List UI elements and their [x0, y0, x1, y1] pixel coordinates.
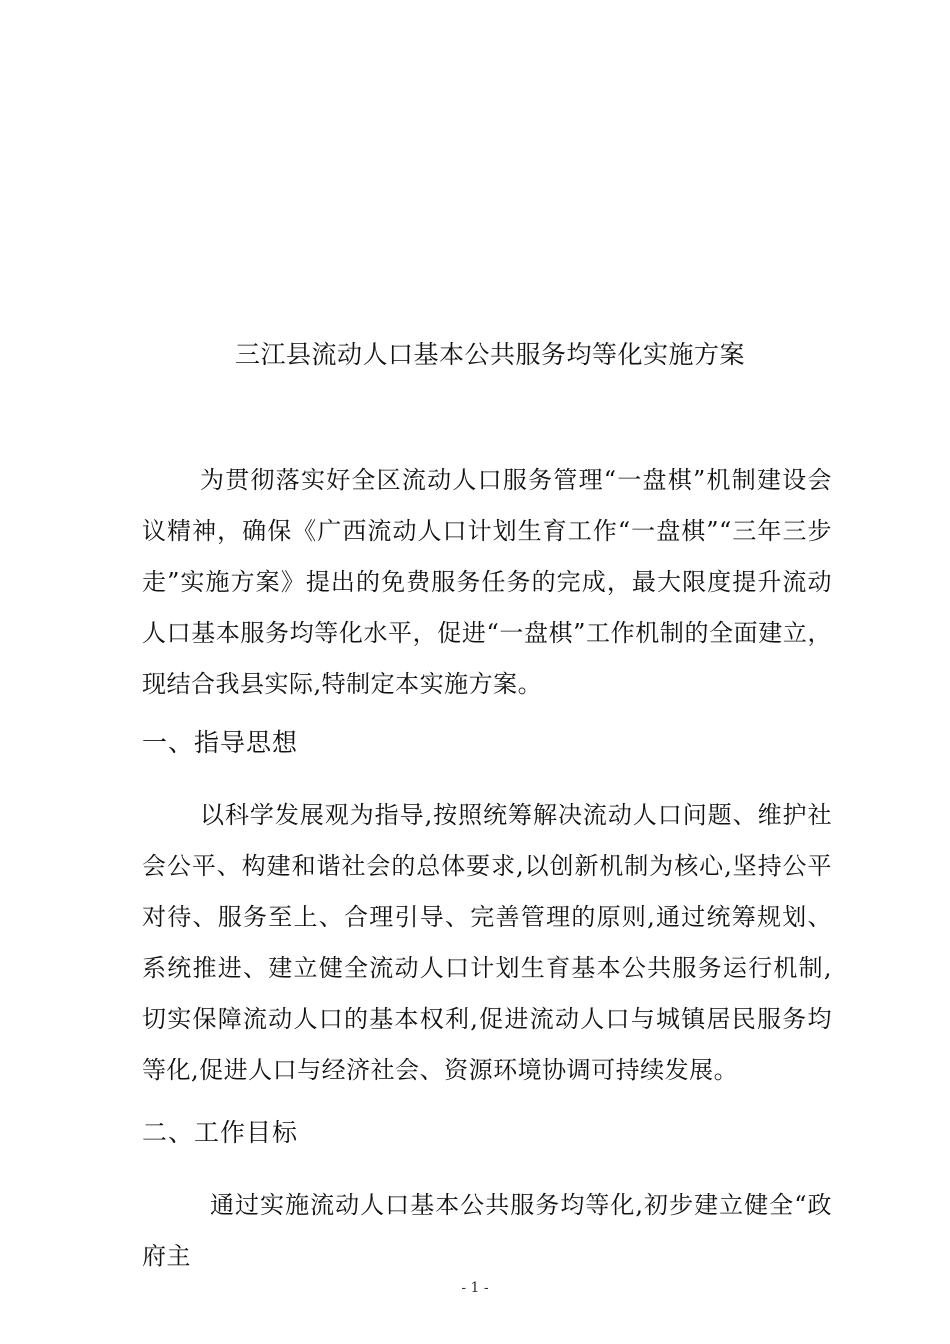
section-body-work-goals: 通过实施流动人口基本公共服务均等化,初步建立健全“政府主: [142, 1191, 832, 1270]
section-heading-work-goals: 二、工作目标: [142, 1118, 299, 1147]
section-heading-guiding-ideology: 一、指导思想: [142, 728, 299, 757]
document-title: 三江县流动人口基本公共服务均等化实施方案: [234, 340, 745, 369]
section-body-guiding-ideology: 以科学发展观为指导,按照统筹解决流动人口问题、维护社会公平、构建和谐社会的总体要求,以创新机制为核心,坚持公平对待、服务至上、合理引导、完善管理的原则,通过统筹规划、系统推进、建立健全流动人口计划生育基本公共服务运行机制,切实保障流动人口的基本权利,促进流动人口与城镇居民服务均等化,促进人口与经济社会、资源环境协调可持续发展。: [142, 801, 832, 1084]
page-number: - 1 -: [461, 1280, 489, 1296]
intro-paragraph: 为贯彻落实好全区流动人口服务管理“一盘棋”机制建设会议精神，确保《广西流动人口计划生育工作“一盘棋”“三年三步走”实施方案》提出的免费服务任务的完成，最大限度提升流动人口基本服务均等化水平，促进“一盘棋”工作机制的全面建立，现结合我县实际,特制定本实施方案。: [142, 466, 832, 698]
